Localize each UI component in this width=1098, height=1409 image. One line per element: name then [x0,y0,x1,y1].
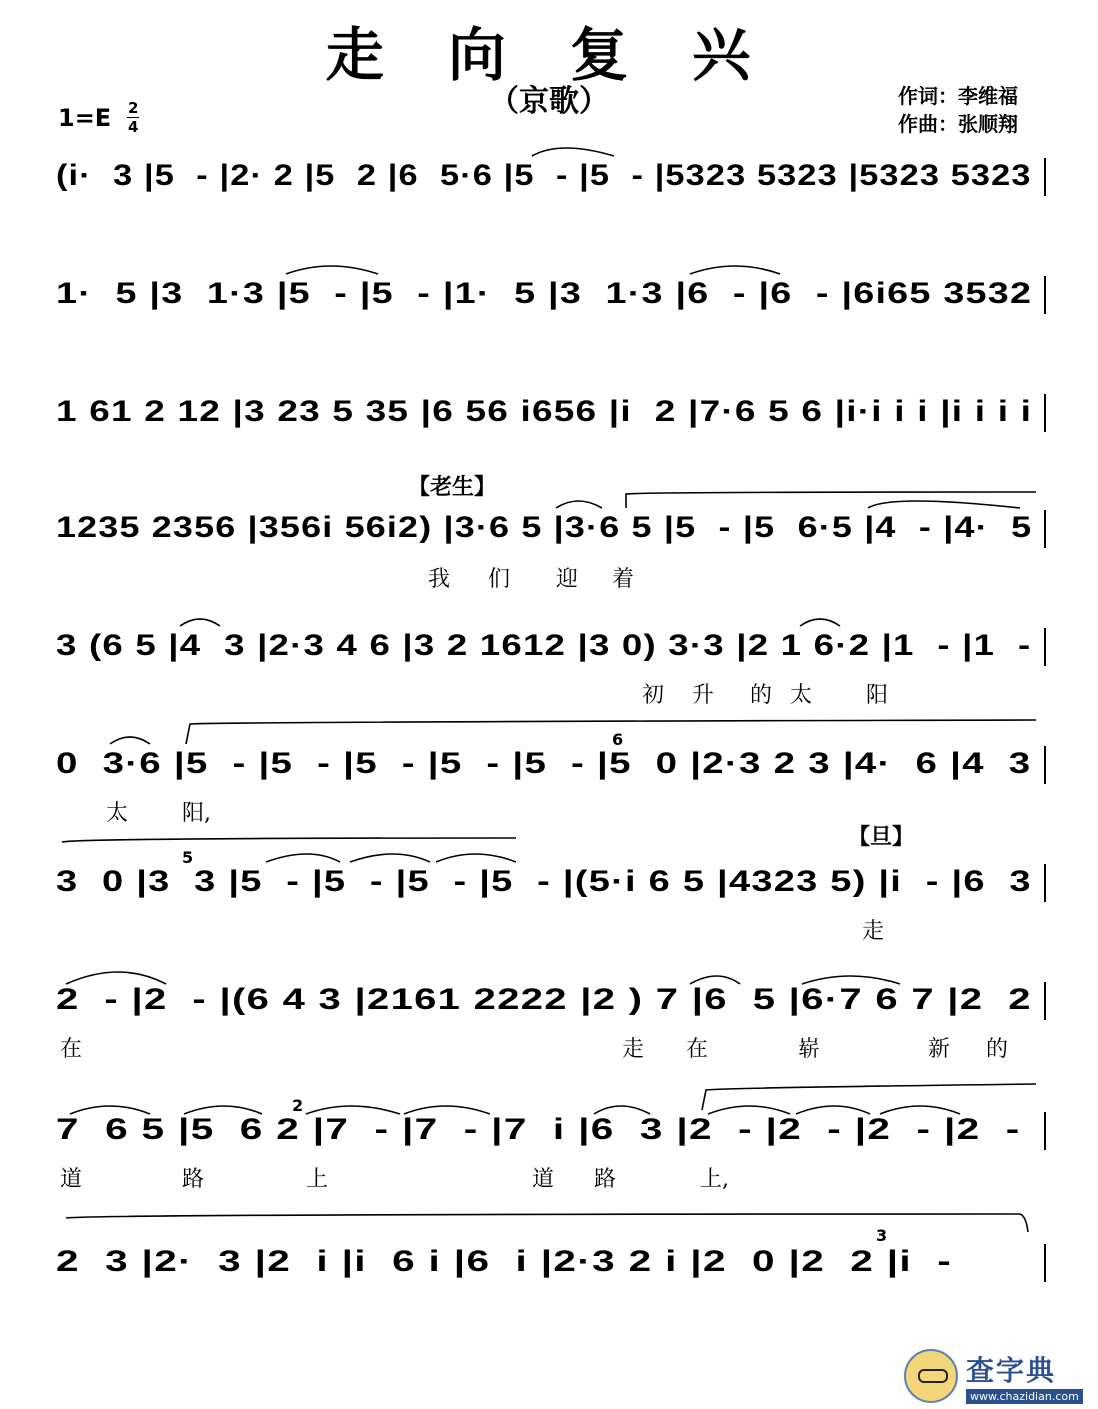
watermark-url: www.chazidian.com [966,1389,1083,1404]
staff-row-9 [56,1110,1046,1166]
lyrics-row-4 [56,562,1046,592]
staff-row-7 [56,862,1046,918]
slur [186,720,1036,744]
slur [556,501,602,508]
slur [286,266,378,274]
lyric: 崭 [798,1037,821,1062]
staff-row-1 [56,156,1046,212]
slur [180,619,220,626]
notation-line: 1235 2356 |356i 56i2) |3·6 5 |3·6 5 |5 - |5 6·5 |4 - |4· 5 [56,511,1033,544]
role-label-dan: 【旦】 [848,825,915,850]
lyric: 太 [790,683,813,708]
lyric: 着 [612,567,635,592]
song-genre: （京歌） [489,84,609,119]
lyric: 阳 [866,683,889,708]
lyricist-credit: 作词：李维福 [898,84,1018,108]
lyric: 的 [750,683,773,708]
notation-line: 1 61 2 12 |3 23 5 35 |6 56 i656 |i 2 |7·6 5 6 |i·i i i |i i i i [56,395,1033,428]
notation-line: (i· 3 |5 - |2· 2 |5 2 |6 5·6 |5 - |5 - |5323 5323 |5323 5323 [56,159,1032,192]
lyric: 们 [488,567,511,592]
barline [1044,746,1046,784]
lyric: 上 [306,1167,329,1192]
lyric: 的 [986,1037,1009,1062]
mascot-icon [904,1349,958,1403]
lyric: 新 [928,1037,951,1062]
staff-row-4 [56,508,1046,564]
role-label-laosheng: 【老生】 [408,475,497,500]
grace-note: 3 [876,1226,888,1245]
time-signature [127,100,139,135]
grace-note: 5 [182,848,194,867]
notation-line: 3 0 |3 3 |5 - |5 - |5 - |5 - |(5·i 6 5 |4323 5) |i - |6 3 [56,865,1032,898]
lyrics-row-5 [56,678,1046,708]
notation-line: 3 (6 5 |4 3 |2·3 4 6 |3 2 1612 |3 0) 3·3 |2 1 6·2 |1 - |1 - [56,629,1032,662]
watermark-name: 查字典 [966,1353,1057,1387]
lyric: 迎 [556,567,579,592]
barline [1044,510,1046,548]
key-signature [58,100,139,135]
lyric: 太 [106,801,129,826]
slur [800,619,840,626]
notation-line: 2 3 |2· 3 |2 i |i 6 i |6 i |2·3 2 i |2 0 |2 2 |i - [56,1245,953,1278]
song-title: 走 向 复 兴 [325,21,773,89]
slur [62,838,516,842]
time-top: 2 [127,99,139,117]
lyric: 初 [642,683,665,708]
slur [868,501,1020,508]
slur [266,854,340,862]
slur [110,737,150,744]
lyric: 走 [862,919,885,944]
lyric: 道 [532,1167,555,1192]
barline [1044,1112,1046,1150]
lyric: 我 [428,567,451,592]
staff-row-2 [56,274,1046,330]
staff-row-8 [56,980,1046,1036]
slur [350,854,430,862]
lyrics-row-7 [56,914,1046,944]
lyric: 阳, [182,801,211,826]
site-watermark [904,1348,1090,1404]
barline [1044,276,1046,314]
barline [1044,158,1046,196]
lyric: 升 [692,683,715,708]
notation-line: 0 3·6 |5 - |5 - |5 - |5 - |5 - |5 0 |2·3 2 3 |4· 6 |4 3 [56,747,1032,780]
key-label: 1=E [58,103,112,132]
lyric: 在 [686,1037,709,1062]
lyrics-row-8 [56,1032,1046,1062]
composer-credit: 作曲：张顺翔 [898,112,1018,136]
notation-line: 7 6 5 |5 6 2 |7 - |7 - |7 i |6 3 |2 - |2 - |2 - |2 - [56,1113,1021,1146]
slur [626,492,1036,508]
lyric: 路 [594,1167,617,1192]
lyric: 走 [622,1037,645,1062]
notation-line: 1· 5 |3 1·3 |5 - |5 - |1· 5 |3 1·3 |6 - |6 - |6i65 3532 [56,277,1033,310]
lyric: 上, [700,1167,729,1192]
barline [1044,982,1046,1020]
slur [436,854,516,862]
grace-note: 6 [612,730,624,749]
barline [1044,394,1046,432]
staff-row-3 [56,392,1046,448]
slur [532,148,614,156]
slur [690,266,780,274]
staff-row-5 [56,626,1046,682]
staff-row-6 [56,744,1046,800]
lyric: 路 [182,1167,205,1192]
barline [1044,864,1046,902]
time-bottom: 4 [127,118,139,136]
lyric: 道 [60,1167,83,1192]
slur [702,1084,1036,1110]
notation-line: 2 - |2 - |(6 4 3 |2161 2222 |2 ) 7 |6 5 |6·7 6 7 |2 2 [56,983,1032,1016]
lyric: 在 [60,1037,83,1062]
barline [1044,628,1046,666]
barline [1044,1244,1046,1282]
staff-row-10 [56,1242,1046,1298]
grace-note: 2 [292,1096,304,1115]
lyrics-row-9 [56,1162,1046,1192]
